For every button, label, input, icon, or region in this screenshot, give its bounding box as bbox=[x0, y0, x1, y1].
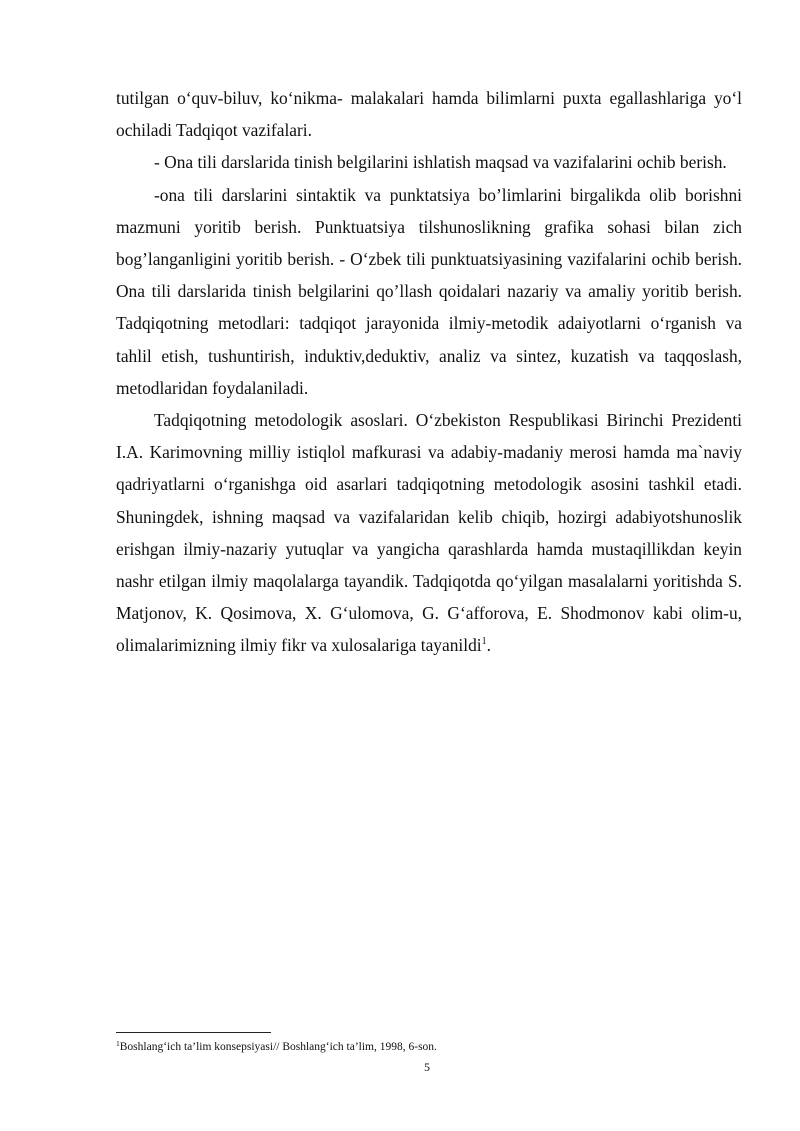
paragraph-task-1: - Ona tili darslarida tinish belgilarini ishlatish maqsad va vazifalarini ochib berish. bbox=[154, 152, 727, 173]
paragraph-continuation: tutilgan o‘quv-biluv, ko‘nikma- malakalari hamda bilimlarni puxta egallashlariga yo‘l ochiladi Tadqiqot vazifalari. bbox=[116, 88, 742, 141]
footnote-separator bbox=[116, 1032, 271, 1033]
footnote-text: Boshlang‘ich ta’lim konsepsiyasi// Boshlang‘ich ta’lim, 1998, 6-son. bbox=[119, 1041, 437, 1053]
footnote-marker: 1 bbox=[116, 1039, 120, 1048]
paragraph-methodology bbox=[116, 404, 742, 662]
paragraph-methodology-text: Tadqiqotning metodologik asoslari. O‘zbekiston Respublikasi Birinchi Prezidenti I.A. Karimovning milliy istiqlol mafkurasi va adabiy-madaniy merosi hamda ma`naviy qadriyatlarni o‘rganishga oid asarlari tadqiqotning metodologik asosini tashkil etadi. Shuningdek, ishning maqsad va vazifalaridan kelib chiqib, hozirgi adabiyotshunoslik erishgan ilmiy-nazariy yutuqlar va yangicha qarashlarda hamda mustaqillikdan keyin nashr etilgan ilmiy maqolalarga tayandik. Tadqiqotda qo‘yilgan masalalarni yoritishda S. Matjonov, K. Qosimova, X. G‘ulomova, G. G‘afforova, E. Shodmonov kabi olim-u, olimalarimizning ilmiy fikr va xulosalariga tayanildi bbox=[116, 410, 742, 656]
footnote bbox=[116, 1040, 742, 1055]
page-number: 5 bbox=[424, 1060, 430, 1074]
body-text bbox=[116, 82, 742, 662]
footnote-reference[interactable]: 1 bbox=[481, 636, 487, 648]
paragraph-end-punctuation: . bbox=[486, 635, 491, 656]
paragraph-tasks-and-methods: -ona tili darslarini sintaktik va punktatsiya bo’limlarini birgalikda olib borishni mazmuni yoritib berish. Punktuatsiya tilshunoslikning grafika sohasi bilan zich bog’langanligini yoritib berish. - O‘zbek tili punktuatsiyasining vazifalarini ochib berish. Ona tili darslarida tinish belgilarini qo’llash qoidalari nazariy va amaliy yoritib berish. Tadqiqotning metodlari: tadqiqot jarayonida ilmiy-metodik adaiyotlarni o‘rganish va tahlil etish, tushuntirish, induktiv,deduktiv, analiz va sintez, kuzatish va taqqoslash, metodlaridan foydalaniladi. bbox=[116, 184, 742, 398]
